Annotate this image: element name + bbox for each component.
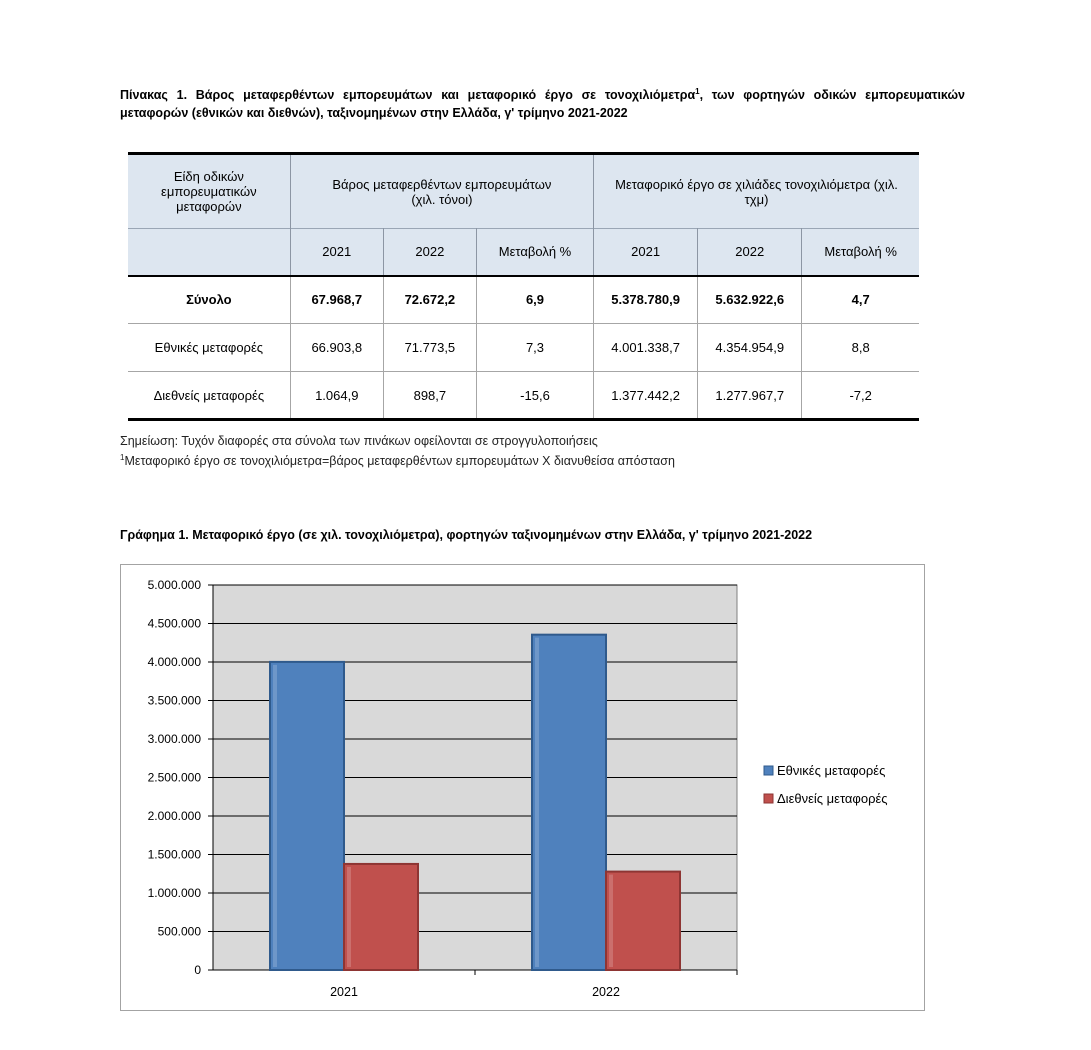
statistics-table <box>128 152 919 421</box>
bar-highlight <box>347 867 351 967</box>
cell-value: -7,2 <box>802 372 919 420</box>
bar-international-2021 <box>344 864 418 970</box>
cell-value: 71.773,5 <box>383 324 476 372</box>
cell-value: 8,8 <box>802 324 919 372</box>
bar-highlight <box>609 875 613 967</box>
bar-national-2022 <box>532 635 606 970</box>
cell-value: 67.968,7 <box>290 276 383 324</box>
note-rounding: Σημείωση: Τυχόν διαφορές στα σύνολα των πινάκων οφείλονται σε στρογγυλοποιήσεις <box>120 434 598 448</box>
header-work: Μεταφορικό έργο σε χιλιάδες τονοχιλιόμετρα (χιλ. τχμ) <box>594 154 919 229</box>
legend-swatch <box>764 794 773 803</box>
legend-swatch <box>764 766 773 775</box>
cell-value: 7,3 <box>476 324 593 372</box>
note-footnote <box>120 451 675 471</box>
bar-highlight <box>273 665 277 967</box>
y-tick-label: 4.000.000 <box>147 655 201 669</box>
cell-value: -15,6 <box>476 372 593 420</box>
footnote-mark: 1 <box>120 452 125 462</box>
y-tick-label: 2.000.000 <box>147 809 201 823</box>
y-tick-label: 3.500.000 <box>147 693 201 708</box>
row-label: Εθνικές μεταφορές <box>128 324 290 372</box>
header-weight: Βάρος μεταφερθέντων εμπορευμάτων (χιλ. τόνοι) <box>290 154 593 229</box>
cell-value: 898,7 <box>383 372 476 420</box>
bar-national-2021 <box>270 662 344 970</box>
cell-value: 66.903,8 <box>290 324 383 372</box>
table-title <box>120 86 965 122</box>
subheader-work-2021: 2021 <box>594 229 698 276</box>
cell-value: 4.001.338,7 <box>594 324 698 372</box>
table-row-national <box>128 324 919 372</box>
footnote-text: Μεταφορικό έργο σε τονοχιλιόμετρα=βάρος μεταφερθέντων εμπορευμάτων Χ διανυθείσα απόσταση <box>124 454 675 468</box>
cell-value: 5.632.922,6 <box>698 276 802 324</box>
cell-value: 5.378.780,9 <box>594 276 698 324</box>
row-label: Σύνολο <box>128 276 290 324</box>
bar-highlight <box>535 638 539 967</box>
legend-label: Εθνικές μεταφορές <box>777 763 886 778</box>
y-tick-label: 500.000 <box>157 924 201 939</box>
y-tick-label: 1.500.000 <box>147 847 201 862</box>
table-title-footnote-mark: 1 <box>695 86 700 96</box>
header-category: Είδη οδικών εμπορευματικών μεταφορών <box>128 154 290 229</box>
row-label: Διεθνείς μεταφορές <box>128 372 290 420</box>
bar-international-2022 <box>606 872 680 970</box>
table-title-main: Πίνακας 1. Βάρος μεταφερθέντων εμπορευμάτων και μεταφορικό έργο σε τονοχιλιόμετρα <box>120 88 696 102</box>
y-tick-label: 5.000.000 <box>147 578 201 592</box>
cell-value: 4,7 <box>802 276 919 324</box>
chart-container <box>120 564 925 1011</box>
header-category-blank <box>128 229 290 276</box>
subheader-work-2022: 2022 <box>698 229 802 276</box>
x-tick-label: 2022 <box>592 985 620 999</box>
y-tick-label: 0 <box>194 963 201 977</box>
y-tick-label: 2.500.000 <box>147 770 201 785</box>
x-tick-label: 2021 <box>330 985 358 999</box>
subheader-weight-2021: 2021 <box>290 229 383 276</box>
cell-value: 1.277.967,7 <box>698 372 802 420</box>
cell-value: 1.377.442,2 <box>594 372 698 420</box>
cell-value: 6,9 <box>476 276 593 324</box>
y-tick-label: 1.000.000 <box>147 886 201 900</box>
legend-label: Διεθνείς μεταφορές <box>777 791 888 806</box>
subheader-weight-2022: 2022 <box>383 229 476 276</box>
table-row-international <box>128 372 919 420</box>
table-notes <box>120 431 675 471</box>
table-title-rest: , των φορτηγών οδικών εμπορευματικών μεταφορών (εθνικών και διεθνών), ταξινομημένων στην Ελλάδα, γ' τρίμηνο 2021-2022 <box>120 88 965 120</box>
subheader-work-change: Μεταβολή % <box>802 229 919 276</box>
y-tick-label: 4.500.000 <box>147 616 201 631</box>
chart-title: Γράφημα 1. Μεταφορικό έργο (σε χιλ. τονοχιλιόμετρα), φορτηγών ταξινομημένων στην Ελλάδα, γ' τρίμηνο 2021-2022 <box>120 528 813 542</box>
table-row-total <box>128 276 919 324</box>
cell-value: 72.672,2 <box>383 276 476 324</box>
cell-value: 4.354.954,9 <box>698 324 802 372</box>
bar-chart <box>121 565 926 1012</box>
cell-value: 1.064,9 <box>290 372 383 420</box>
subheader-weight-change: Μεταβολή % <box>476 229 593 276</box>
y-tick-label: 3.000.000 <box>147 732 201 746</box>
